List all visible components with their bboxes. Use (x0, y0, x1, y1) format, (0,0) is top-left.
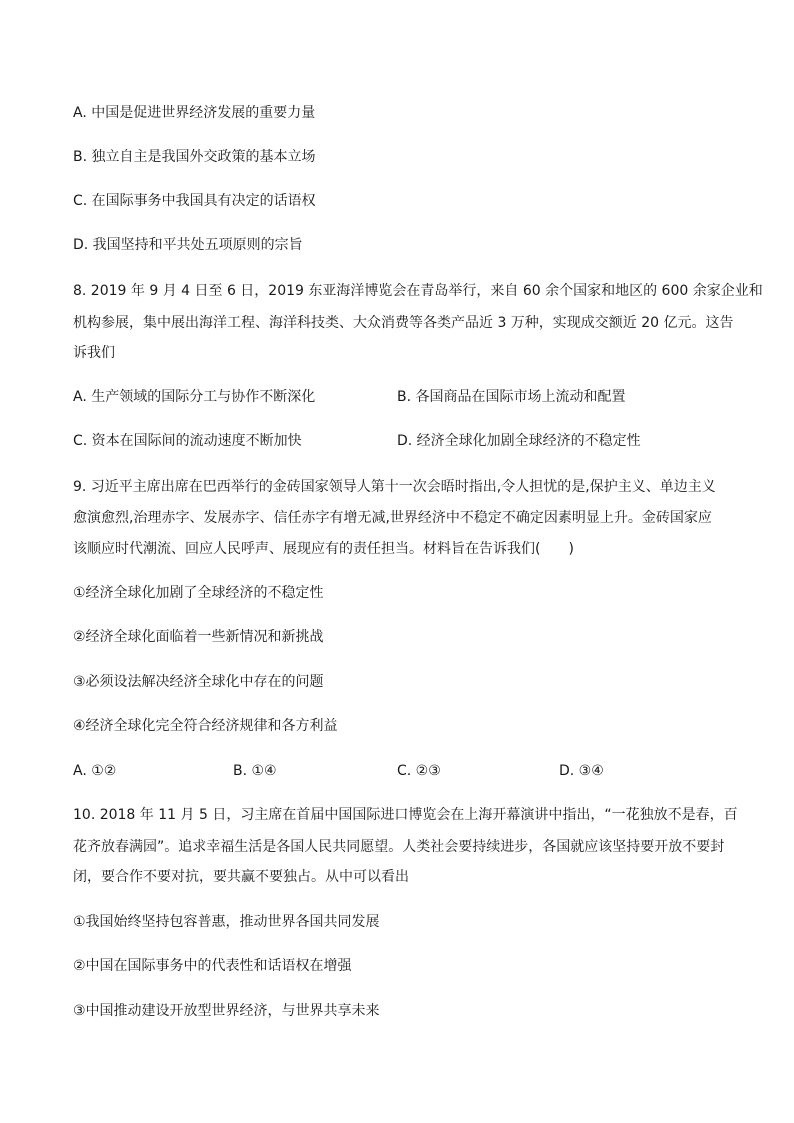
q7-option-a: A. 中国是促进世界经济发展的重要力量 (73, 105, 316, 121)
q8-stem-line-2: 机构参展，集中展出海洋工程、海洋科技类、大众消费等各类产品近 3 万种，实现成交额近 20 亿元。这告 (73, 315, 734, 331)
q10-stem-line-3: 闭，要合作不要对抗，要共赢不要独占。从中可以看出 (73, 869, 409, 885)
q10-statement-2: ②中国在国际事务中的代表性和话语权在增强 (73, 958, 352, 974)
q9-option-c: C. ②③ (397, 763, 441, 779)
q9-statement-3: ③必须设法解决经济全球化中存在的问题 (73, 674, 324, 690)
q9-option-b: B. ①④ (233, 763, 277, 779)
q9-stem-line-1: 9. 习近平主席出席在巴西举行的金砖国家领导人第十一次会晤时指出,令人担忧的是,保护主义、单边主义 (73, 479, 716, 495)
q8-stem-line-3: 诉我们 (73, 345, 115, 361)
q7-option-c: C. 在国际事务中我国具有决定的话语权 (73, 193, 316, 209)
q9-statement-4: ④经济全球化完全符合经济规律和各方利益 (73, 718, 338, 734)
q9-stem-line-2: 愈演愈烈,治理赤字、发展赤字、信任赤字有增无减,世界经济中不稳定不确定因素明显上升。金砖国家应 (73, 510, 712, 526)
q9-option-a: A. ①② (73, 763, 117, 779)
q8-option-c: C. 资本在国际间的流动速度不断加快 (73, 433, 302, 449)
q10-statement-1: ①我国始终坚持包容普惠，推动世界各国共同发展 (73, 914, 380, 930)
q9-statement-1: ①经济全球化加剧了全球经济的不稳定性 (73, 585, 324, 601)
q8-option-b: B. 各国商品在国际市场上流动和配置 (397, 389, 626, 405)
q7-option-d: D. 我国坚持和平共处五项原则的宗旨 (73, 237, 303, 253)
q10-stem-line-1: 10. 2018 年 11 月 5 日，习主席在首届中国国际进口博览会在上海开幕演讲中指出，“一花独放不是春，百 (73, 807, 738, 823)
q7-option-b: B. 独立自主是我国外交政策的基本立场 (73, 149, 316, 165)
q9-stem-line-3: 该顺应时代潮流、回应人民呼声、展现应有的责任担当。材料旨在告诉我们( ) (73, 541, 574, 557)
q8-stem-line-1: 8. 2019 年 9 月 4 日至 6 日，2019 东亚海洋博览会在青岛举行，来自 60 余个国家和地区的 600 余家企业和 (73, 283, 763, 299)
q9-option-d: D. ③④ (559, 763, 604, 779)
q10-stem-line-2: 花齐放春满园”。追求幸福生活是各国人民共同愿望。人类社会要持续进步，各国就应该坚持要开放不要封 (73, 839, 725, 855)
q9-statement-2: ②经济全球化面临着一些新情况和新挑战 (73, 629, 324, 645)
q8-option-a: A. 生产领域的国际分工与协作不断深化 (73, 389, 316, 405)
q8-option-d: D. 经济全球化加剧全球经济的不稳定性 (397, 433, 641, 449)
q10-statement-3: ③中国推动建设开放型世界经济，与世界共享未来 (73, 1003, 380, 1019)
